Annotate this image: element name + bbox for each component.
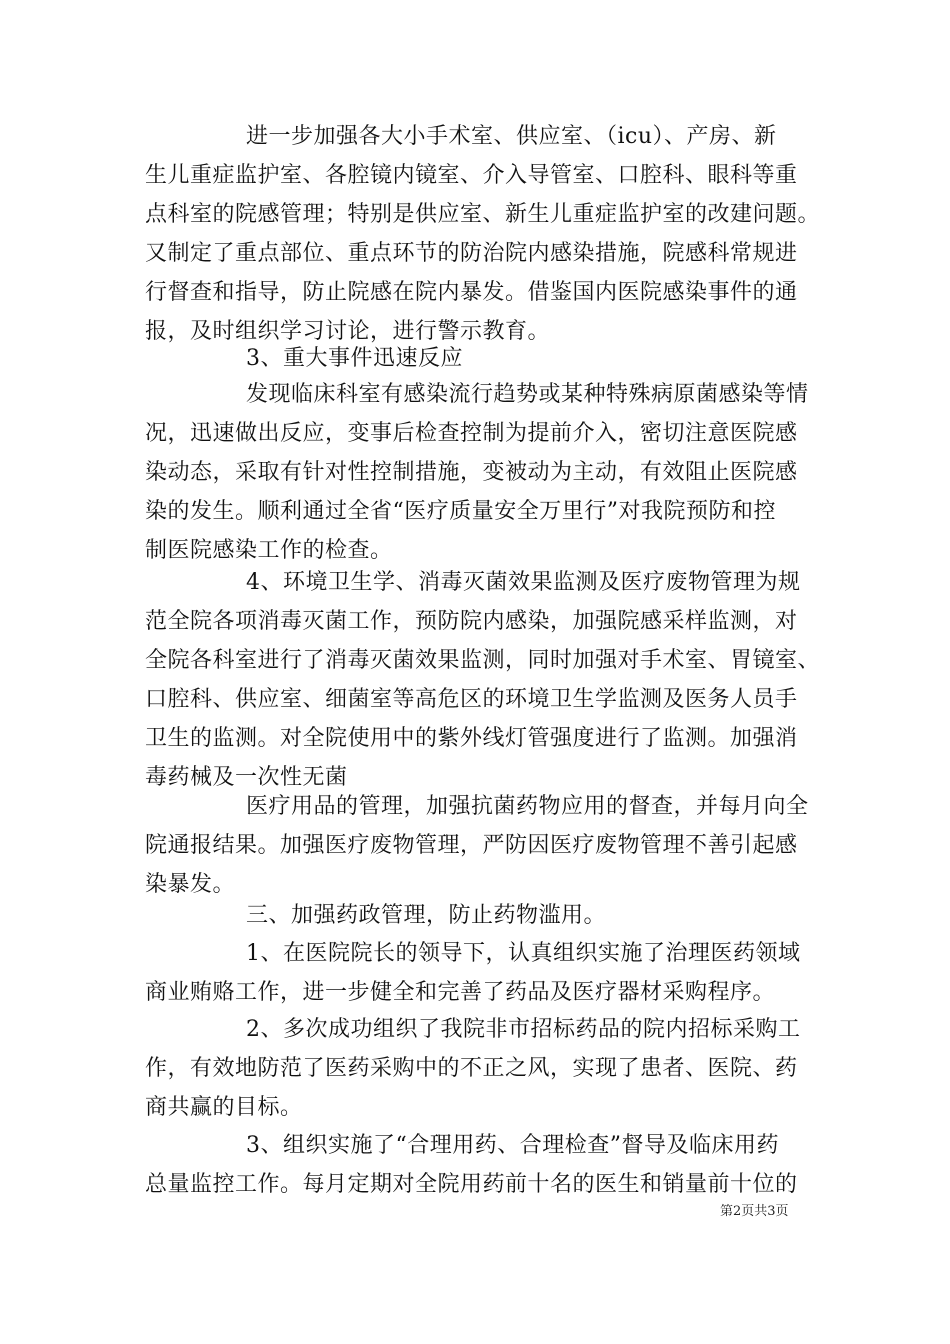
text-line: 2、多次成功组织了我院非市招标药品的院内招标采购工 xyxy=(246,1017,801,1042)
text-line: 染的发生。顺利通过全省“医疗质量安全万里行”对我院预防和控 xyxy=(145,499,776,524)
text-line: 医疗用品的管理，加强抗菌药物应用的督查，并每月向全 xyxy=(246,794,809,819)
section-heading: 3、重大事件迅速反应 xyxy=(246,346,463,371)
page-number: 第2页共3页 xyxy=(720,1204,789,1219)
text-line: 制医院感染工作的检查。 xyxy=(145,538,393,563)
text-line: 3、组织实施了“合理用药、合理检查”督导及临床用药 xyxy=(246,1133,779,1158)
text-line: 范全院各项消毒灭菌工作，预防院内感染，加强院感采样监测，对 xyxy=(145,609,798,634)
text-line: 进一步加强各大小手术室、供应室、（icu）、产房、新 xyxy=(246,124,777,149)
text-line: 又制定了重点部位、重点环节的防治院内感染措施，院感科常规进 xyxy=(145,241,798,266)
text-line: 商共赢的目标。 xyxy=(145,1095,303,1120)
text-line: 发现临床科室有感染流行趋势或某种特殊病原菌感染等情 xyxy=(246,382,809,407)
text-line: 卫生的监测。对全院使用中的紫外线灯管强度进行了监测。加强消 xyxy=(145,726,798,751)
text-line: 况，迅速做出反应，变事后检查控制为提前介入，密切注意医院感 xyxy=(145,421,798,446)
text-line: 毒药械及一次性无菌 xyxy=(145,765,348,790)
text-line: 行督查和指导，防止院感在院内暴发。借鉴国内医院感染事件的通 xyxy=(145,280,798,305)
text-line: 全院各科室进行了消毒灭菌效果监测，同时加强对手术室、胃镜室、 xyxy=(145,648,821,673)
text-line: 商业贿赂工作，进一步健全和完善了药品及医疗器材采购程序。 xyxy=(145,980,776,1005)
text-line: 作，有效地防范了医药采购中的不正之风，实现了患者、医院、药 xyxy=(145,1056,798,1081)
text-line: 口腔科、供应室、细菌室等高危区的环境卫生学监测及医务人员手 xyxy=(145,687,798,712)
section-heading: 三、加强药政管理，防止药物滥用。 xyxy=(246,903,607,928)
text-line: 染暴发。 xyxy=(145,872,236,897)
text-line: 报，及时组织学习讨论，进行警示教育。 xyxy=(145,319,551,344)
text-line: 院通报结果。加强医疗废物管理，严防因医疗废物管理不善引起感 xyxy=(145,833,798,858)
text-line: 总量监控工作。每月定期对全院用药前十名的医生和销量前十位的 xyxy=(145,1172,798,1197)
text-line: 生儿重症监护室、各腔镜内镜室、介入导管室、口腔科、眼科等重 xyxy=(145,163,798,188)
text-line: 染动态，采取有针对性控制措施，变被动为主动，有效阻止医院感 xyxy=(145,460,798,485)
text-line: 1、在医院院长的领导下，认真组织实施了治理医药领域 xyxy=(246,941,801,966)
section-heading: 4、环境卫生学、消毒灭菌效果监测及医疗废物管理为规 xyxy=(246,570,801,595)
text-line: 点科室的院感管理；特别是供应室、新生儿重症监护室的改建问题。 xyxy=(145,202,821,227)
